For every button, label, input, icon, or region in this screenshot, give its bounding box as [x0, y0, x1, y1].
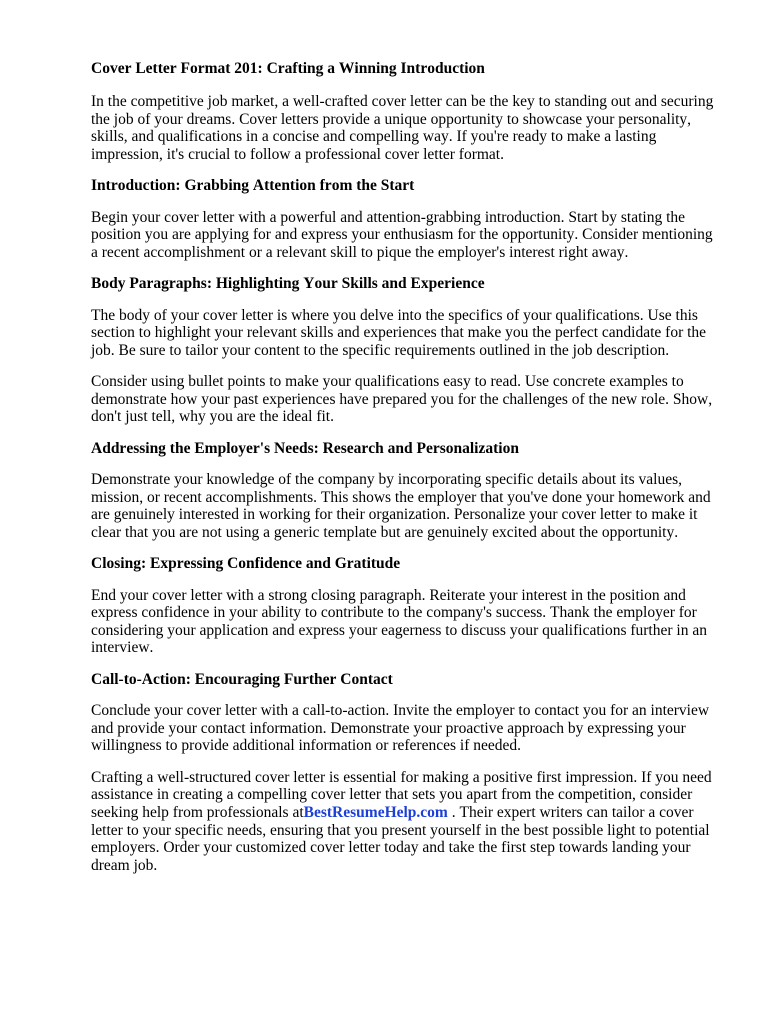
employer-needs-paragraph: Demonstrate your knowledge of the company by incorporating specific details about its values, mission, or recent accomplishments. This shows the employer that you've done your homework and are genuinely interested in working for their organization. Personalize your cover letter to make it clear that you are not using a generic template but are genuinely excited about the opportunity.	[91, 471, 711, 541]
section-heading-introduction: Introduction: Grabbing Attention from the Start	[91, 177, 415, 195]
document-title: Cover Letter Format 201: Crafting a Winning Introduction	[91, 60, 485, 77]
closing-paragraph: End your cover letter with a strong closing paragraph. Reiterate your interest in the position and express confidence in your ability to contribute to the company's success. Thank the employer for considering your application and express your eagerness to discuss your qualifications further in an interview.	[91, 586, 707, 657]
final-paragraph-text-before-link: Crafting a well-structured cover letter is essential for making a positive first impression. If you need assistance in creating a compelling cover letter that sets you apart from the competition, consider seeking help from professionals at	[91, 768, 712, 821]
body-paragraph-2: Consider using bullet points to make your qualifications easy to read. Use concrete examples to demonstrate how your past experiences have prepared you for the challenges of the new role. Show, don't just tell, why you are the ideal fit.	[91, 373, 713, 426]
section-heading-call-to-action: Call-to-Action: Encouraging Further Contact	[91, 670, 393, 688]
section-heading-employer-needs: Addressing the Employer's Needs: Research and Personalization	[91, 439, 519, 457]
document-page	[91, 60, 720, 888]
bestresumehelp-link[interactable]: BestResumeHelp.com	[303, 803, 448, 821]
final-paragraph	[91, 769, 720, 875]
introduction-paragraph: Begin your cover letter with a powerful and attention-grabbing introduction. Start by stating the position you are applying for and express your enthusiasm for the opportunity. Consider mentioning a recent accomplishment or a relevant skill to pique the employer's interest right away.	[91, 208, 713, 261]
final-paragraph-text-after-link: . Their expert writers can tailor a cover letter to your specific needs, ensuring that you present yourself in the best possible light to potential employers. Order your customized cover letter today and take the first step towards landing your dream job.	[91, 803, 710, 874]
call-to-action-paragraph: Conclude your cover letter with a call-to-action. Invite the employer to contact you for an interview and provide your contact information. Demonstrate your proactive approach by expressing your willingness to provide additional information or references if needed.	[91, 702, 710, 755]
section-heading-body-paragraphs: Body Paragraphs: Highlighting Your Skills and Experience	[91, 275, 485, 293]
body-paragraph-1: The body of your cover letter is where you delve into the specifics of your qualifications. Use this section to highlight your relevant skills and experiences that make you the perfect candidate for the job. Be sure to tailor your content to the specific requirements outlined in the job description.	[91, 306, 707, 359]
intro-paragraph: In the competitive job market, a well-crafted cover letter can be the key to standing out and securing the job of your dreams. Cover letters provide a unique opportunity to showcase your personality, skills, and qualifications in a concise and compelling way. If you're ready to make a lasting impression, it's crucial to follow a professional cover letter format.	[91, 92, 714, 163]
section-heading-closing: Closing: Expressing Confidence and Gratitude	[91, 555, 401, 573]
